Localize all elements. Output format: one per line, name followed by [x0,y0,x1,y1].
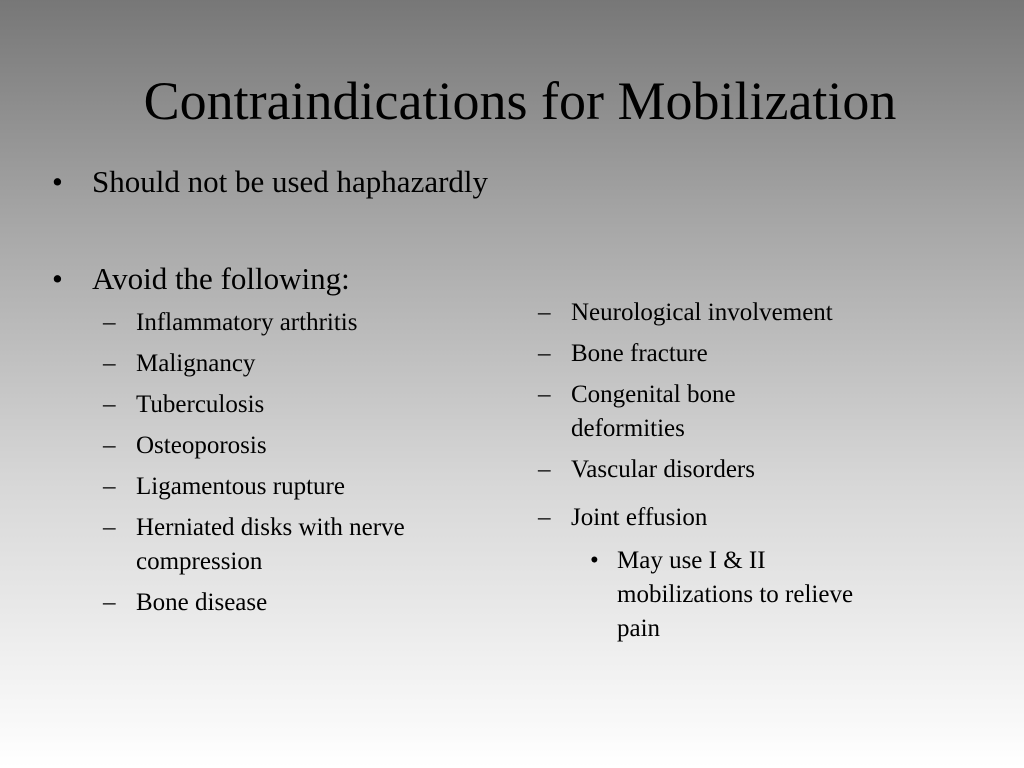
list-item-text: Vascular disorders [571,456,755,483]
list-item-text: Bone disease [136,589,268,616]
list-item [103,470,483,504]
list-item-text: Bone fracture [571,340,708,367]
nested-list-item [590,544,910,648]
list-item [538,453,988,487]
dash-icon: – [538,299,551,326]
bullet-text: Avoid the following: [92,261,350,296]
dash-icon: – [103,589,116,616]
bullet-item [52,260,572,300]
bullet-text: Should not be used haphazardly [92,164,489,199]
dash-icon: – [103,350,116,377]
list-item-text: Neurological involvement [571,299,833,326]
list-item [103,388,483,422]
list-item [538,337,988,371]
bullet-icon: • [52,164,63,199]
list-item-text: Herniated disks with nerve compression [136,514,405,575]
list-item [103,306,483,340]
bullet-icon: • [590,547,599,574]
dash-icon: – [103,514,116,541]
nested-list-item-text: May use I & II mobilizations to relieve pain [617,547,854,642]
list-item-text: Malignancy [136,350,256,377]
dash-icon: – [538,340,551,367]
list-item-text: Inflammatory arthritis [136,309,358,336]
dash-icon: – [103,473,116,500]
dash-icon: – [538,504,551,531]
dash-icon: – [103,432,116,459]
list-item [538,501,988,535]
dash-icon: – [103,391,116,418]
bullet-icon: • [52,261,63,296]
list-item [538,296,988,330]
dash-icon: – [538,456,551,483]
list-item-text: Congenital bone deformities [571,381,736,442]
list-item-text: Joint effusion [571,504,708,531]
dash-icon: – [103,309,116,336]
list-item [103,511,483,581]
bullet-item [52,163,572,203]
slide-title: Contraindications for Mobilization [143,71,897,131]
list-item [103,586,483,620]
list-item [103,347,483,381]
list-item-text: Tuberculosis [136,391,265,418]
list-item-text: Osteoporosis [136,432,267,459]
dash-icon: – [538,381,551,408]
list-item-text: Ligamentous rupture [136,473,345,500]
list-item [103,429,483,463]
list-item [538,378,988,448]
